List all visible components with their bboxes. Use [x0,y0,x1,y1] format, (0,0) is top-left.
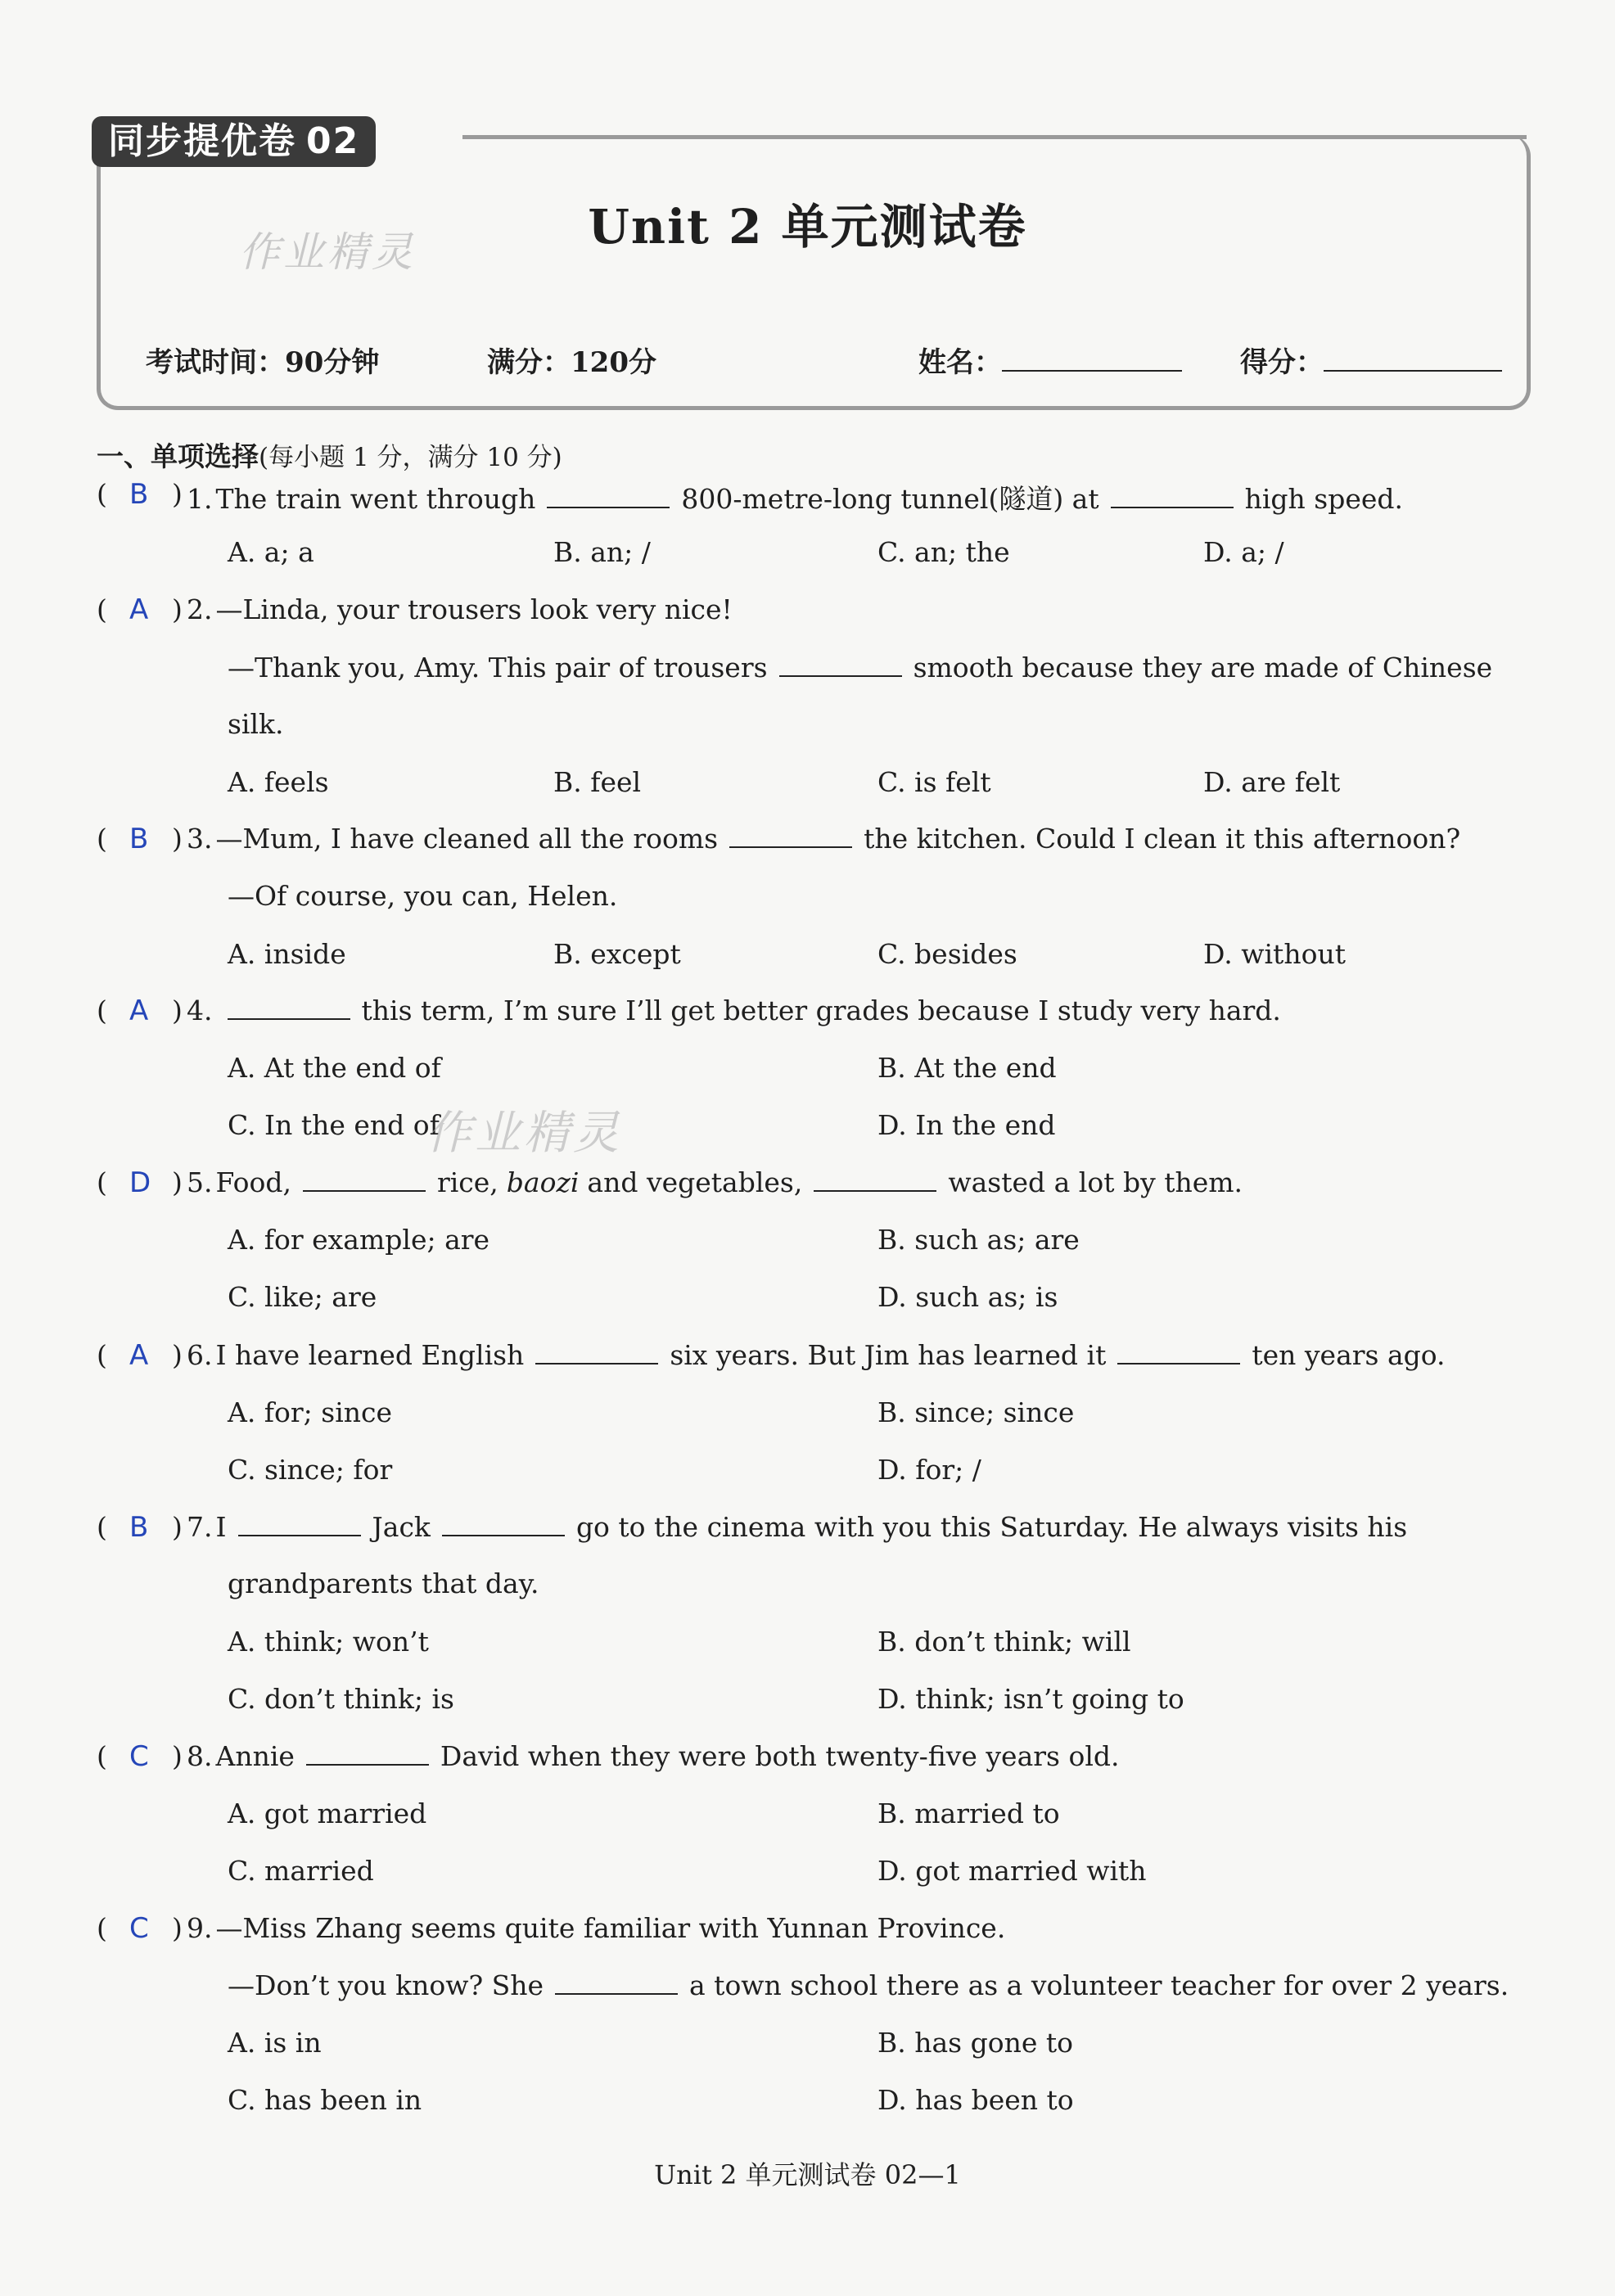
option-b[interactable]: B. an; / [553,536,651,568]
question-answer[interactable]: B [129,823,149,855]
question-number: 4. [187,995,213,1026]
answer-paren-left: ( [97,995,107,1026]
full-score: 满分：120分 [487,346,656,379]
option-a[interactable]: A. for example; are [228,1224,490,1256]
question-line [187,1511,1407,1543]
answer-blank[interactable] [555,1992,678,1995]
option-a[interactable]: A. think; won’t [228,1626,429,1658]
question-text: high speed. [1244,483,1404,515]
option-c[interactable]: C. an; the [877,536,1010,568]
answer-paren-left: ( [97,1740,107,1772]
question-line [187,1339,1446,1371]
question-number: 1. [187,483,213,515]
answer-paren-right: ) [172,1166,183,1198]
answer-blank[interactable] [228,1017,350,1020]
question-text: —Linda, your trousers look very nice! [215,593,733,625]
option-b[interactable]: B. except [553,938,681,970]
option-c[interactable]: C. besides [877,938,1017,970]
option-c[interactable]: C. has been in [228,2084,422,2116]
question-number: 5. [187,1166,213,1198]
header-tag-label: 同步提优卷 [108,120,296,162]
question-text: six years. But Jim has learned it [670,1339,1107,1371]
option-d[interactable]: D. has been to [877,2084,1074,2116]
answer-paren-left: ( [97,823,107,855]
question-answer[interactable]: A [129,995,149,1027]
option-d[interactable]: D. think; isn’t going to [877,1683,1184,1715]
option-b[interactable]: B. feel [553,766,642,798]
answer-blank[interactable] [547,506,670,508]
header-tag-number: 02 [306,120,360,162]
answer-paren-right: ) [172,1339,183,1371]
question-text: —Thank you, Amy. This pair of trousers [228,652,768,683]
answer-paren-left: ( [97,1912,107,1944]
question-text: Food, [215,1166,291,1198]
watermark-middle: 作业精灵 [426,1107,622,1160]
score-blank[interactable] [1324,370,1502,372]
question-text: wasted a lot by them. [948,1166,1243,1198]
answer-paren-left: ( [97,1166,107,1198]
answer-paren-right: ) [172,478,183,510]
option-b[interactable]: B. since; since [877,1396,1075,1428]
question-line [187,1166,1243,1198]
question-line [187,1912,1005,1944]
question-answer[interactable]: A [129,593,149,626]
option-a[interactable]: A. At the end of [228,1052,441,1084]
question-answer[interactable]: B [129,478,149,511]
question-text: ten years ago. [1252,1339,1446,1371]
option-a[interactable]: A. for; since [228,1396,393,1428]
question-text: the kitchen. Could I clean it this afternoon? [864,823,1461,855]
answer-paren-left: ( [97,478,107,510]
answer-blank[interactable] [1111,506,1234,508]
score-field[interactable] [1240,340,1502,380]
question-text: grandparents that day. [228,1568,539,1599]
name-field[interactable] [918,340,1182,380]
question-text: I [215,1511,227,1543]
question-line [228,708,284,740]
question-answer[interactable]: B [129,1511,149,1544]
question-text: a town school there as a volunteer teacher for over 2 years. [689,1969,1509,2001]
question-number: 8. [187,1740,213,1772]
option-d[interactable]: D. In the end [877,1109,1056,1141]
answer-blank[interactable] [1117,1362,1240,1365]
option-c[interactable]: C. since; for [228,1454,393,1486]
question-text: and vegetables, [587,1166,803,1198]
option-c[interactable]: C. like; are [228,1281,377,1313]
answer-paren-right: ) [172,1511,183,1543]
question-answer[interactable]: D [129,1166,151,1199]
question-number: 3. [187,823,213,855]
answer-paren-right: ) [172,823,183,855]
watermark: 作业精灵 [239,228,416,276]
score-label: 得分： [1240,346,1324,379]
question-line [187,593,733,625]
question-text: Annie [215,1740,295,1772]
answer-paren-left: ( [97,593,107,625]
option-d[interactable]: D. a; / [1203,536,1284,568]
section-note: (每小题 1 分，满分 10 分) [259,443,562,472]
question-answer[interactable]: C [129,1912,149,1945]
option-b[interactable]: B. such as; are [877,1224,1080,1256]
answer-blank[interactable] [729,846,852,848]
question-line [187,823,1460,855]
option-b[interactable]: B. has gone to [877,2027,1073,2059]
option-d[interactable]: D. got married with [877,1855,1147,1887]
option-d[interactable]: D. for; / [877,1454,981,1486]
option-b[interactable]: B. married to [877,1798,1060,1829]
answer-blank[interactable] [303,1189,426,1192]
answer-paren-right: ) [172,1912,183,1944]
option-c[interactable]: C. married [228,1855,374,1887]
question-line [187,1740,1119,1772]
question-text: smooth because they are made of Chinese [913,652,1493,683]
question-text: —Miss Zhang seems quite familiar with Yunnan Province. [215,1912,1006,1944]
option-d[interactable]: D. are felt [1203,766,1341,798]
answer-blank[interactable] [442,1534,565,1536]
answer-paren-right: ) [172,593,183,625]
question-line [228,1969,1509,2001]
section-title [97,435,562,474]
question-text: —Of course, you can, Helen. [228,880,618,912]
option-a[interactable]: A. a; a [228,536,314,568]
question-line [228,652,1492,683]
option-d[interactable]: D. such as; is [877,1281,1058,1313]
option-b[interactable]: B. don’t think; will [877,1626,1131,1658]
option-b[interactable]: B. At the end [877,1052,1057,1084]
option-a[interactable]: A. feels [228,766,329,798]
question-text: silk. [228,708,284,740]
answer-blank[interactable] [306,1763,429,1766]
question-line [228,880,617,912]
question-text: The train went through [215,483,536,515]
question-answer[interactable]: C [129,1740,149,1773]
option-a[interactable]: A. got married [228,1798,427,1829]
answer-blank[interactable] [814,1189,936,1192]
option-c[interactable]: C. is felt [877,766,991,798]
question-text: baozi [506,1166,580,1198]
question-text: David when they were both twenty-five years old. [440,1740,1120,1772]
question-answer[interactable]: A [129,1339,149,1372]
question-text: 800-metre-long tunnel(隧道) at [681,483,1099,515]
answer-blank[interactable] [535,1362,658,1365]
name-label: 姓名： [918,346,1002,379]
answer-paren-left: ( [97,1339,107,1371]
answer-blank[interactable] [779,674,902,677]
option-c[interactable]: C. don’t think; is [228,1683,454,1715]
question-text: Jack [372,1511,431,1543]
header-tag [92,116,376,167]
question-number: 9. [187,1912,213,1944]
page-title: Unit 2 单元测试卷 [588,199,1027,255]
question-number: 2. [187,593,213,625]
question-text: I have learned English [215,1339,525,1371]
question-line [228,1568,539,1599]
name-blank[interactable] [1002,370,1182,372]
option-d[interactable]: D. without [1203,938,1346,970]
question-text: rice, [436,1166,498,1198]
question-number: 7. [187,1511,213,1543]
answer-paren-right: ) [172,995,183,1026]
question-text: —Mum, I have cleaned all the rooms [215,823,719,855]
question-number: 6. [187,1339,213,1371]
answer-paren-right: ) [172,1740,183,1772]
question-text: go to the cinema with you this Saturday. He always visits his [575,1511,1408,1543]
exam-time: 考试时间：90分钟 [146,346,380,379]
answer-paren-left: ( [97,1511,107,1543]
page-footer: Unit 2 单元测试卷 02—1 [654,2159,961,2190]
option-c[interactable]: C. In the end of [228,1109,440,1141]
question-line [187,995,1281,1026]
option-a[interactable]: A. is in [228,2027,322,2059]
question-text: this term, I’m sure I’ll get better grades because I study very hard. [361,995,1281,1026]
section-heading: 一、单项选择 [97,440,259,472]
answer-blank[interactable] [238,1534,361,1536]
question-line [187,478,1403,516]
option-a[interactable]: A. inside [228,938,346,970]
question-text: —Don’t you know? She [228,1969,544,2001]
